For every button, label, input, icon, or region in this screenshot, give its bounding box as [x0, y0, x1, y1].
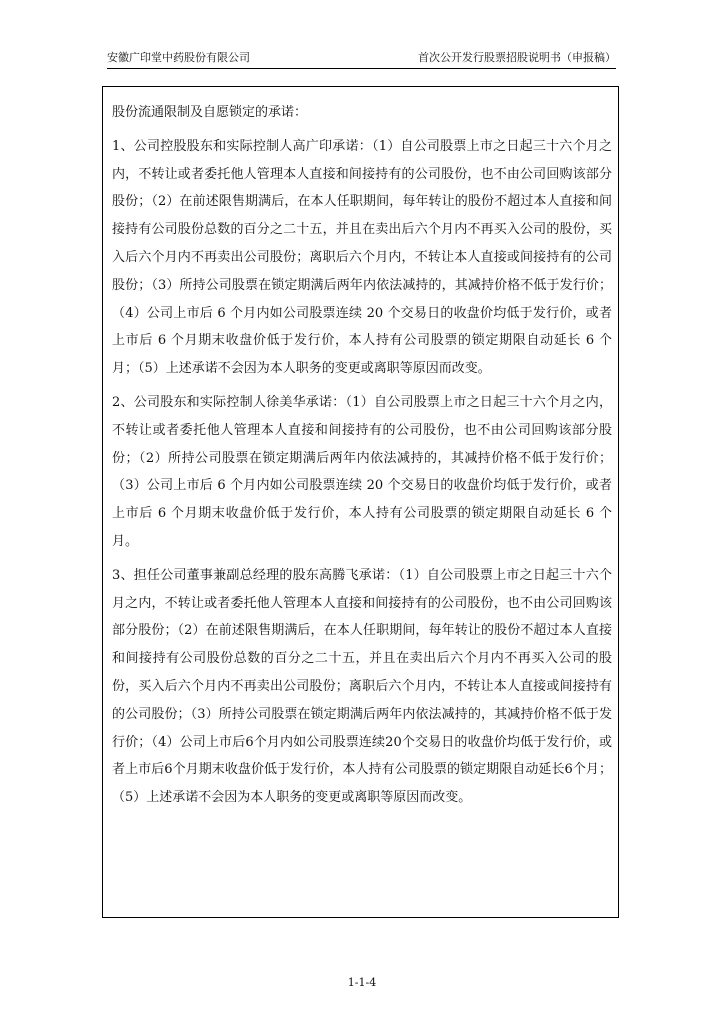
- page-header: [107, 48, 616, 69]
- header-document-title: 首次公开发行股票招股说明书（申报稿）: [418, 51, 616, 64]
- commitment-paragraph-3: 3、担任公司董事兼副总经理的股东高腾飞承诺：（1）自公司股票上市之日起三十六个月之内，不转让或者委托他人管理本人直接和间接持有的公司股份，也不由公司回购该部分股份；（2）在前述限售期满后，在本人任职期间，每年转让的股份不超过本人直接和间接持有公司股份总数的百分之二十五，并且在卖出后六个月内不再买入公司的股份，买入后六个月内不再卖出公司股份；离职后六个月内，不转让本人直接或间接持有的公司股份；（3）所持公司股票在锁定期满后两年内依法减持的，其减持价格不低于发行价；（4）公司上市后6个月内如公司股票连续20个交易日的收盘价均低于发行价，或者上市后6个月期末收盘价低于发行价，本人持有公司股票的锁定期限自动延长6个月；（5）上述承诺不会因为本人职务的变更或离职等原因而改变。: [112, 567, 612, 806]
- page-number: 1-1-4: [347, 976, 377, 989]
- commitment-paragraph-2: 2、公司股东和实际控制人徐美华承诺：（1）自公司股票上市之日起三十六个月之内，不转让或者委托他人管理本人直接和间接持有的公司股份，也不由公司回购该部分股份；（2）所持公司股票在锁定期满后两年内依法减持的，其减持价格不低于发行价；（3）公司上市后 6 个月内如公司股票连续 20 个交易日的收盘价均低于发行价，或者上市后 6 个月期末收盘价低于发行价，本人持有公司股票的锁定期限自动延长 6 个月。: [112, 394, 612, 549]
- commitment-box: [102, 86, 619, 918]
- header-company-name: 安徽广印堂中药股份有限公司: [107, 51, 250, 64]
- commitment-paragraph-1: 1、公司控股股东和实际控制人高广印承诺：（1）自公司股票上市之日起三十六个月之内，不转让或者委托他人管理本人直接和间接持有的公司股份，也不由公司回购该部分股份；（2）在前述限售期满后，在本人任职期间，每年转让的股份不超过本人直接和间接持有公司股份总数的百分之二十五，并且在卖出后六个月内不再买入公司的股份，买入后六个月内不再卖出公司股份；离职后六个月内，不转让本人直接或间接持有的公司股份；（3）所持公司股票在锁定期满后两年内依法减持的，其减持价格不低于发行价；（4）公司上市后 6 个月内如公司股票连续 20 个交易日的收盘价均低于发行价，或者上市后 6 个月期末收盘价低于发行价，本人持有公司股票的锁定期限自动延长 6 个月；（5）上述承诺不会因为本人职务的变更或离职等原因而改变。: [112, 138, 612, 377]
- section-intro: 股份流通限制及自愿锁定的承诺：: [112, 105, 308, 120]
